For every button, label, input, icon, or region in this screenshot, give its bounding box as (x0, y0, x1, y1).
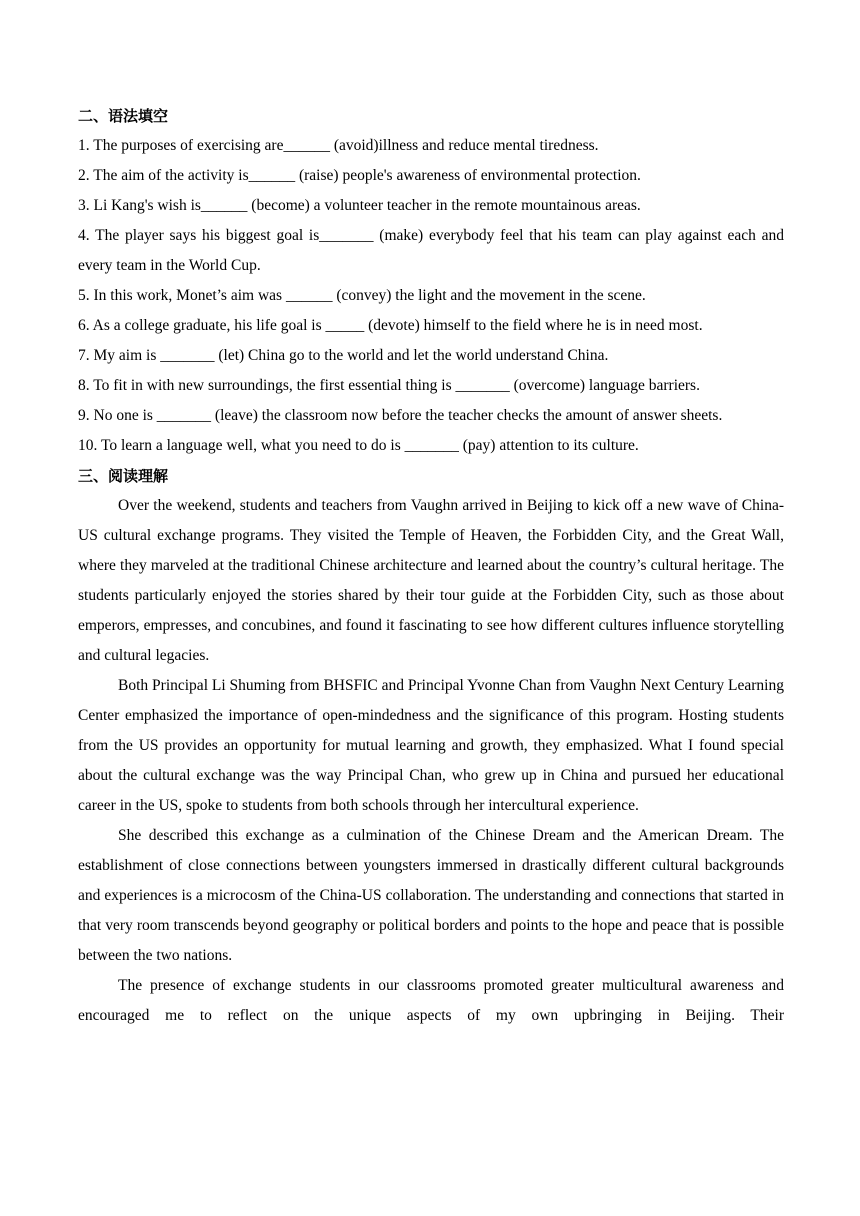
question-item-7: 7. My aim is _______ (let) China go to the world and let the world understand China. (78, 347, 609, 364)
reading-passage (78, 491, 784, 1031)
question-item-3: 3. Li Kang's wish is______ (become) a volunteer teacher in the remote mountainous areas. (78, 197, 641, 214)
question-item-4: 4. The player says his biggest goal is_______ (make) everybody feel that his team can play against each and every team in the World Cup. (78, 227, 784, 274)
passage-paragraph-4: The presence of exchange students in our classrooms promoted greater multicultural awareness and encouraged me to reflect on the unique aspects of my own upbringing in Beijing. Their (78, 977, 784, 1024)
grammar-question-list (78, 131, 784, 461)
question-item-1: 1. The purposes of exercising are______ (avoid)illness and reduce mental tiredness. (78, 137, 599, 154)
document-page (78, 101, 784, 1031)
question-item-6: 6. As a college graduate, his life goal is _____ (devote) himself to the field where he is in need most. (78, 317, 703, 334)
question-item-8: 8. To fit in with new surroundings, the first essential thing is _______ (overcome) language barriers. (78, 377, 700, 394)
question-item-10: 10. To learn a language well, what you need to do is _______ (pay) attention to its culture. (78, 437, 639, 454)
passage-paragraph-3: She described this exchange as a culmination of the Chinese Dream and the American Dream. The establishment of close connections between youngsters immersed in drastically different cultural backgrounds and experiences is a microcosm of the China-US collaboration. The understanding and connections that started in that very room transcends beyond geography or political borders and points to the hope and peace that is possible between the two nations. (78, 827, 784, 964)
question-item-2: 2. The aim of the activity is______ (raise) people's awareness of environmental protection. (78, 167, 641, 184)
passage-paragraph-2: Both Principal Li Shuming from BHSFIC and Principal Yvonne Chan from Vaughn Next Century Learning Center emphasized the importance of open-mindedness and the significance of this program. Hosting students from the US provides an opportunity for mutual learning and growth, they emphasized. What I found special about the cultural exchange was the way Principal Chan, who grew up in China and pursued her educational career in the US, spoke to students from both schools through her intercultural experience. (78, 677, 784, 814)
section-heading-grammar: 二、语法填空 (78, 107, 169, 125)
passage-paragraph-1: Over the weekend, students and teachers from Vaughn arrived in Beijing to kick off a new wave of China-US cultural exchange programs. They visited the Temple of Heaven, the Forbidden City, and the Great Wall, where they marveled at the traditional Chinese architecture and learned about the country’s cultural heritage. The students particularly enjoyed the stories shared by their tour guide at the Forbidden City, such as those about emperors, empresses, and concubines, and found it fascinating to see how different cultures influence storytelling and cultural legacies. (78, 497, 784, 664)
section-heading-reading: 三、阅读理解 (78, 467, 169, 485)
question-item-9: 9. No one is _______ (leave) the classroom now before the teacher checks the amount of answer sheets. (78, 407, 723, 424)
question-item-5: 5. In this work, Monet’s aim was ______ (convey) the light and the movement in the scene. (78, 287, 646, 304)
